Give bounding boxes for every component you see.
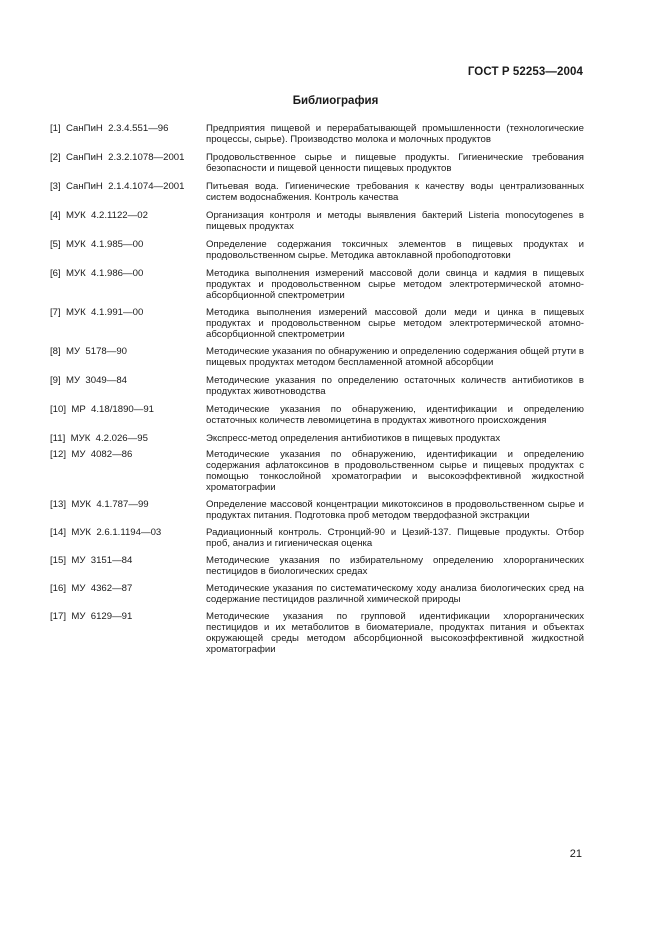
entry-reference: [17] МУ 6129—91 <box>50 611 133 622</box>
bibliography-entry <box>50 239 584 261</box>
standard-code: ГОСТ Р 52253—2004 <box>467 66 583 78</box>
entry-reference: [11] МУК 4.2.026—95 <box>50 433 148 444</box>
entry-description: Продовольственное сырье и пищевые продукты. Гигиенические требования безопасности и пищевой ценности пищевых продуктов <box>206 152 584 174</box>
bibliography-entry <box>50 433 584 444</box>
bibliography-entry <box>50 527 584 549</box>
bibliography-entry <box>50 181 584 203</box>
bibliography-entry <box>50 307 584 340</box>
bibliography-entry <box>50 449 584 493</box>
bibliography-entry <box>50 404 584 426</box>
entry-reference: [9] МУ 3049—84 <box>50 375 128 386</box>
entry-reference: [16] МУ 4362—87 <box>50 583 133 594</box>
entry-description: Методика выполнения измерений массовой доли меди и цинка в пищевых продуктах и продовольственном сырье методом электротермической атомно-абсорбционной спектрометрии <box>206 307 584 340</box>
entry-description: Методика выполнения измерений массовой доли свинца и кадмия в пищевых продуктах и продовольственном сырье методом электротермической атомно-абсорбционной спектрометрии <box>206 268 584 301</box>
bibliography-entry <box>50 346 584 368</box>
entry-reference: [14] МУК 2.6.1.1194—03 <box>50 527 162 538</box>
entry-reference: [7] МУК 4.1.991—00 <box>50 307 144 318</box>
entry-description: Методические указания по обнаружению и определению содержания общей ртути в пищевых продуктах методом беспламенной атомной абсорбции <box>206 346 584 368</box>
entry-reference: [6] МУК 4.1.986—00 <box>50 268 144 279</box>
entry-description: Методические указания по обнаружению, идентификации и определению остаточных количеств левомицетина в продуктах животного происхождения <box>206 404 584 426</box>
entry-description: Методические указания по групповой идентификации хлорорганических пестицидов и их метаболитов в биоматериале, продуктах питания и объектах окружающей среды методом абсорбционной высокоэффективной жидкостной хроматографии <box>206 611 584 655</box>
bibliography-entry <box>50 375 584 397</box>
entry-description: Определение содержания токсичных элементов в пищевых продуктах и продовольственном сырье. Методика автоклавной пробоподготовки <box>206 239 584 261</box>
entry-description: Методические указания по систематическому ходу анализа биологических сред на содержание пестицидов различной химической природы <box>206 583 584 605</box>
entry-description: Методические указания по избирательному определению хлорорганических пестицидов в биологических средах <box>206 555 584 577</box>
bibliography-entry <box>50 210 584 232</box>
bibliography-entry <box>50 152 584 174</box>
bibliography-entry <box>50 583 584 605</box>
bibliography-entry <box>50 123 584 145</box>
entry-description: Организация контроля и методы выявления бактерий Listeria monocytogenes в пищевых продуктах <box>206 210 584 232</box>
entry-description: Радиационный контроль. Стронций-90 и Цезий-137. Пищевые продукты. Отбор проб, анализ и гигиеническая оценка <box>206 527 584 549</box>
entry-description: Методические указания по определению остаточных количеств антибиотиков в продуктах животноводства <box>206 375 584 397</box>
entry-reference: [4] МУК 4.2.1122—02 <box>50 210 148 221</box>
entry-description: Методические указания по обнаружению, идентификации и определению содержания афлатоксинов в продовольственном сырье и пищевых продуктах с помощью тонкослойной хроматографии и высокоэффективной жидкостной хроматографии <box>206 449 584 493</box>
bibliography-entry <box>50 555 584 577</box>
entry-description: Экспресс-метод определения антибиотиков в пищевых продуктах <box>206 433 501 444</box>
entry-reference: [12] МУ 4082—86 <box>50 449 133 460</box>
entry-description: Питьевая вода. Гигиенические требования к качеству воды централизованных систем водоснабжения. Контроль качества <box>206 181 584 203</box>
bibliography-entry <box>50 268 584 301</box>
entry-reference: [15] МУ 3151—84 <box>50 555 133 566</box>
entry-reference: [8] МУ 5178—90 <box>50 346 128 357</box>
entry-reference: [2] СанПиН 2.3.2.1078—2001 <box>50 152 185 163</box>
section-title: Библиография <box>292 95 379 107</box>
entry-reference: [3] СанПиН 2.1.4.1074—2001 <box>50 181 185 192</box>
bibliography-list <box>50 123 584 655</box>
bibliography-entry <box>50 499 584 521</box>
page-number: 21 <box>569 848 582 860</box>
bibliography-entry <box>50 611 584 655</box>
entry-reference: [1] СанПиН 2.3.4.551—96 <box>50 123 169 134</box>
entry-reference: [5] МУК 4.1.985—00 <box>50 239 144 250</box>
entry-description: Определение массовой концентрации микотоксинов в продовольственном сырье и продуктах питания. Подготовка проб методом твердофазной экстракции <box>206 499 584 521</box>
entry-description: Предприятия пищевой и перерабатывающей промышленности (технологические процессы, сырье). Производство молока и молочных продуктов <box>206 123 584 145</box>
entry-reference: [10] МР 4.18/1890—91 <box>50 404 154 415</box>
entry-reference: [13] МУК 4.1.787—99 <box>50 499 149 510</box>
